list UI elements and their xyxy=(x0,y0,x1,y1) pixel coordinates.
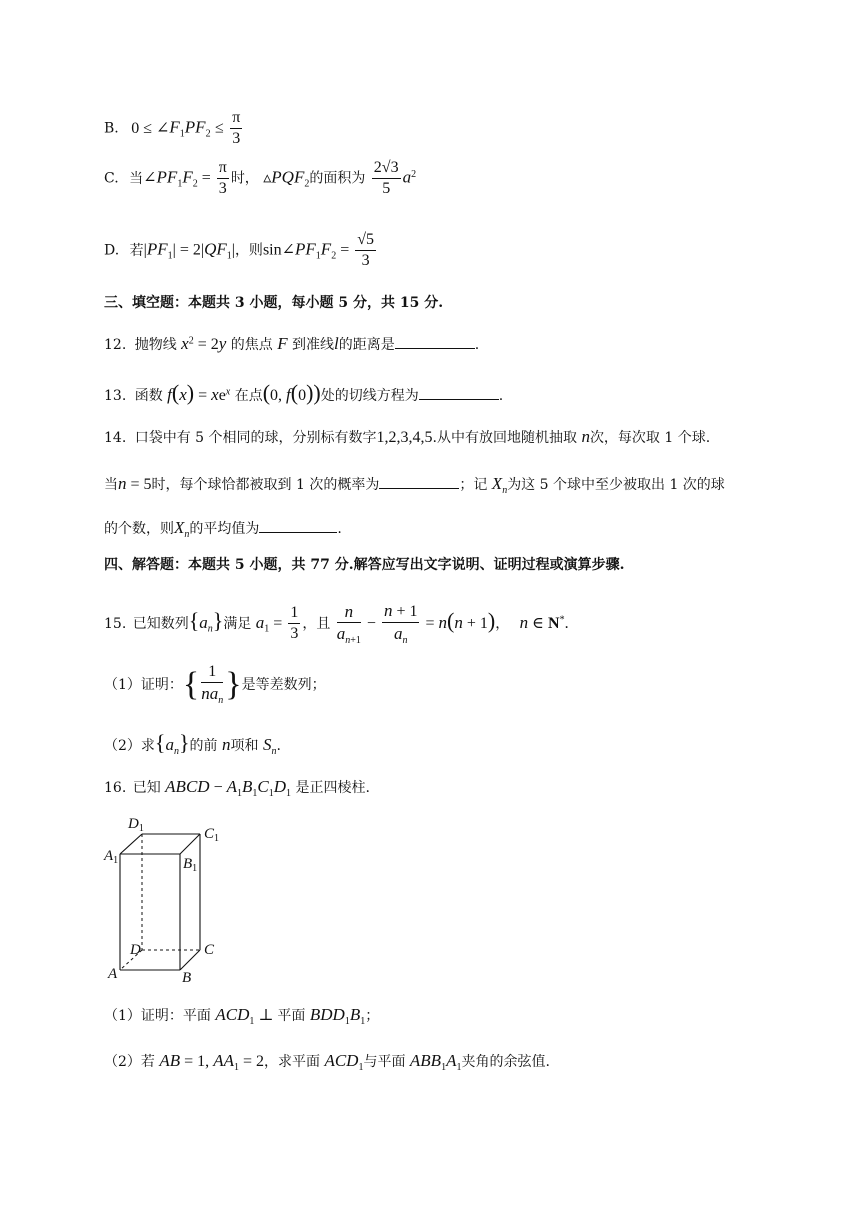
question-14-line-2: 当n = 5时，每个球恰都被取到 1 次的概率为 ；记 $X_n$为这 5 个球中至少被取出 1 次的球 xyxy=(104,474,725,496)
edge-b1-c1 xyxy=(180,834,200,854)
question-16-part-2: （2）若 AB = 1, $AA_1 = 2$，求平面 $ACD_1$与平面 $ABB_1A_1$夹角的余弦值. xyxy=(104,1051,550,1073)
question-13: 13. 函数 $f(x) = xe^x$ 在点(0, f(0))处的切线方程为 . xyxy=(104,380,504,405)
answer-blank xyxy=(379,474,459,489)
section-3-title: 三、填空题：本题共 3 小题，每小题 5 分，共 15 分. xyxy=(104,295,444,311)
question-16-part-1: （1）证明：平面 $ACD_1$ ⊥ 平面 $BDD_1B_1$； xyxy=(104,1005,380,1027)
prism-figure xyxy=(100,812,230,984)
label-a1: $A_1$ xyxy=(104,848,119,866)
option-c: C. 当$\angle PF_1F_2$ = $\frac{\pi}{3}$ 时， $▵PQF_2$的面积为 $\frac{2√3}{5}$ $a^2$ xyxy=(104,159,417,197)
edge-d1-a1 xyxy=(120,834,142,854)
question-15-part-1: （1）证明：{ $\frac{1}{na_n}$ }是等差数列； xyxy=(104,663,326,707)
edge-b-c xyxy=(180,950,200,970)
question-16: 16. 已知 ABCD − $A_1B_1C_1D_1$ 是正四棱柱. xyxy=(104,777,370,799)
answer-blank xyxy=(395,334,475,349)
question-12: 12. 抛物线 $x^2 = 2y$ 的焦点 F 到准线l的距离是 . xyxy=(104,334,480,353)
question-15-part-2: （2）求$\{a_n\}$的前 n项和 $S_n$. xyxy=(104,730,281,757)
option-b: B. $0 \le \angle F_1PF_2$ ≤ $\frac{\pi}{3}$ xyxy=(104,109,241,147)
section-4-title: 四、解答题：本题共 5 小题，共 77 分.解答应写出文字说明、证明过程或演算步骤. xyxy=(104,557,625,573)
answer-blank xyxy=(419,385,499,400)
label-d: D xyxy=(130,942,141,958)
label-b: B xyxy=(182,970,192,984)
question-14-line-1: 14. 口袋中有 5 个相同的球，分别标有数字1,2,3,4,5.从中有放回地随机抽取 n次，每次取 1 个球. xyxy=(104,427,711,446)
answer-blank xyxy=(259,518,337,533)
question-15: 15. 已知数列$\{a_n\}$满足 $a_1$ = $\frac{1}{3}$ ，且 $\frac{n}{a_{n+1}}$ − $\frac{n + 1}{a_n}$ = n(n + 1)， n ∈ N*. xyxy=(104,601,569,646)
label-a: A xyxy=(108,966,118,982)
label-b1: $B_1$ xyxy=(183,856,198,874)
label-c1: $C_1$ xyxy=(204,826,220,844)
label-c: C xyxy=(204,942,215,958)
label-d1: $D_1$ xyxy=(128,816,144,834)
option-b-label: B. xyxy=(104,120,119,137)
question-14-line-3: 的个数，则$X_n$的平均值为 . xyxy=(104,518,342,540)
option-d: D. 若$|PF_1| = 2|QF_1|$，则$\sin\angle PF_1F_2$ = $\frac{√5}{3}$ xyxy=(104,231,374,269)
